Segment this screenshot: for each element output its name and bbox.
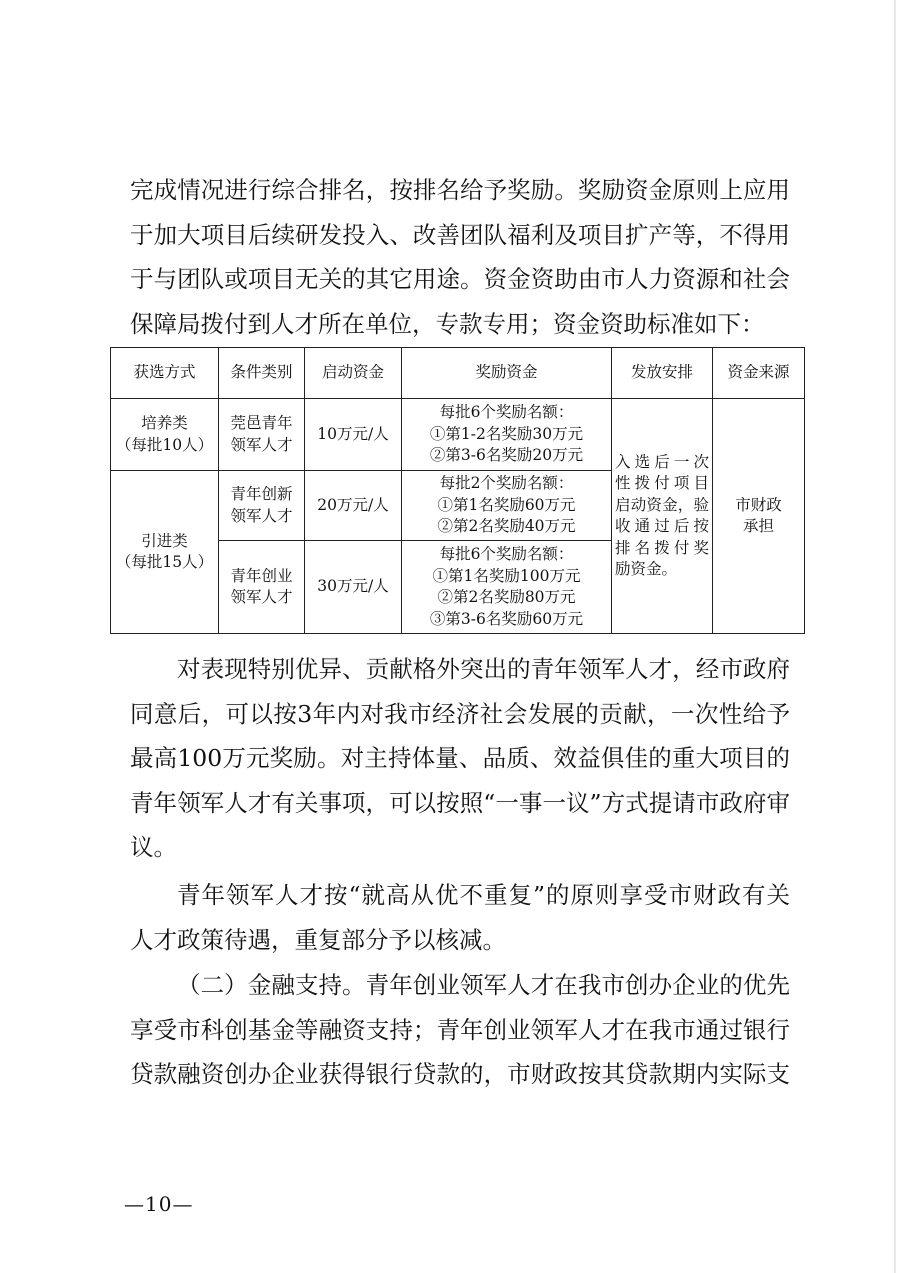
text-line: 同意后，可以按3年内对我市经济社会发展的贡献，一次性给予 (130, 699, 790, 728)
text-line: 对表现特别优异、贡献格外突出的青年领军人才，经市政府 (177, 655, 790, 683)
cell-method: 引进类 （每批15人） (111, 471, 219, 634)
funding-table (110, 347, 805, 634)
text-line: 于与团队或项目无关的其它用途。资金资助由市人力资源和社会 (130, 265, 790, 293)
cell-start-fund: 20万元/人 (305, 471, 402, 541)
cell-start-fund: 10万元/人 (305, 399, 402, 471)
text-line: 最高100万元奖励。对主持体量、品质、效益俱佳的重大项目的 (130, 744, 790, 772)
cell-source: 市财政 承担 (713, 399, 805, 634)
text-line: 贷款融资创办企业获得银行贷款的，市财政按其贷款期内实际支 (130, 1060, 790, 1088)
cell-start-fund: 30万元/人 (305, 541, 402, 634)
text-line: 青年领军人才有关事项，可以按照“一事一议”方式提请市政府审 (130, 788, 790, 817)
scan-edge (894, 0, 896, 1273)
paragraph-intro (130, 168, 790, 346)
table-row (111, 399, 805, 471)
text-line: 保障局拨付到人才所在单位，专款专用；资金资助标准如下： (130, 309, 765, 338)
cell-category: 莞邑青年 领军人才 (219, 399, 305, 471)
header-arrangement: 发放安排 (612, 348, 713, 399)
cell-method: 培养类 （每批10人） (111, 399, 219, 471)
table-header-row (111, 348, 805, 399)
cell-category: 青年创业 领军人才 (219, 541, 305, 634)
header-start-fund: 启动资金 (305, 348, 402, 399)
header-category: 条件类别 (219, 348, 305, 399)
text-line: 于加大项目后续研发投入、改善团队福利及项目扩产等，不得用 (130, 220, 790, 249)
cell-reward-fund: 每批6个奖励名额： ①第1-2名奖励30万元 ②第3-6名奖励20万元 (402, 399, 612, 471)
text-line: 完成情况进行综合排名，按排名给予奖励。奖励资金原则上应用 (130, 176, 790, 204)
paragraph-no-duplicate (130, 873, 790, 962)
text-line: 享受市科创基金等融资支持；青年创业领军人才在我市通过银行 (130, 1015, 790, 1044)
page-number: —10— (124, 1192, 194, 1216)
cell-category: 青年创新 领军人才 (219, 471, 305, 541)
header-method: 获选方式 (111, 348, 219, 399)
text-line: （二）金融支持。青年创业领军人才在我市创办企业的优先 (177, 971, 790, 999)
text-line: 人才政策待遇，重复部分予以核减。 (130, 925, 506, 954)
cell-arrangement: 入选后一次 性拨付项目 启动资金，验 收通过后按 排名拨付奖 励资金。 (612, 399, 713, 634)
paragraph-special-reward (130, 647, 790, 870)
text-line: 青年领军人才按“就高从优不重复”的原则享受市财政有关 (177, 881, 790, 909)
cell-reward-fund: 每批2个奖励名额： ①第1名奖励60万元 ②第2名奖励40万元 (402, 471, 612, 541)
header-reward-fund: 奖励资金 (402, 348, 612, 399)
text-line: 议。 (130, 833, 177, 861)
cell-reward-fund: 每批6个奖励名额： ①第1名奖励100万元 ②第2名奖励80万元 ③第3-6名奖励60万元 (402, 541, 612, 634)
paragraph-financial-support (130, 963, 790, 1097)
header-source: 资金来源 (713, 348, 805, 399)
